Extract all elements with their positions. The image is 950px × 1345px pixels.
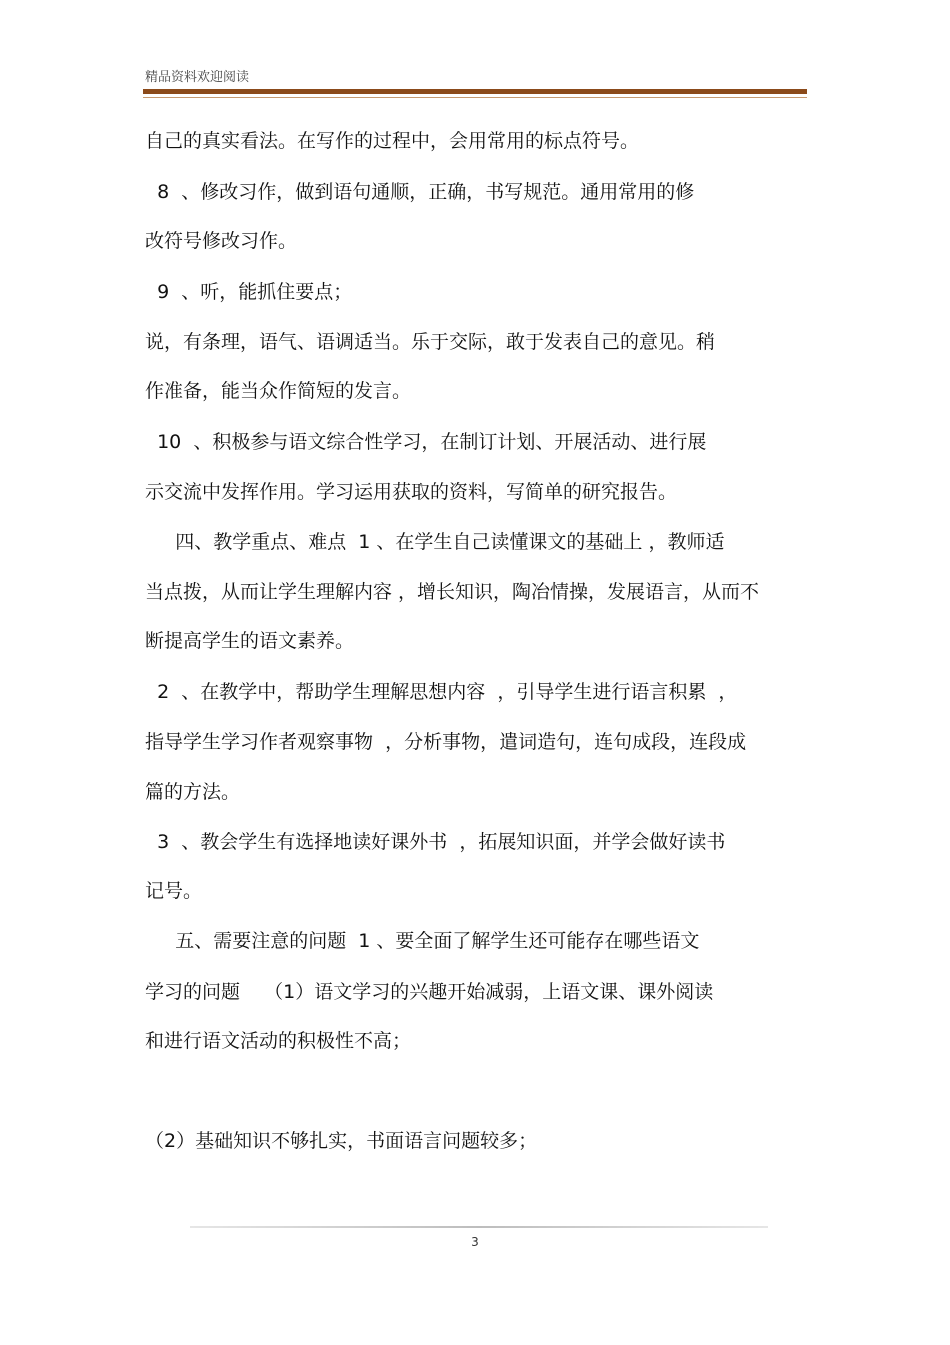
text-line: 作准备，能当众作简短的发言。 (145, 380, 412, 402)
text-line: 学习的问题 （1）语文学习的兴趣开始减弱，上语文课、课外阅读 (145, 981, 714, 1003)
page-number: 3 (471, 1235, 479, 1249)
text-line: 当点拨，从而让学生理解内容 ，增长知识，陶冶情操，发展语言，从而不 (145, 581, 760, 603)
text-line: 四、教学重点、难点 1 、在学生自己读懂课文的基础上 ，教师适 (145, 531, 725, 553)
text-line: 10 、积极参与语文综合性学习，在制订计划、开展活动、进行展 (145, 431, 707, 453)
text-line: 说，有条理，语气、语调适当。乐于交际，敢于发表自己的意见。稍 (145, 331, 716, 353)
text-line: 示交流中发挥作用。学习运用获取的资料，写简单的研究报告。 (145, 481, 678, 503)
text-line: 9 、听，能抓住要点； (145, 281, 353, 303)
text-line: 五、需要注意的问题 1 、要全面了解学生还可能存在哪些语文 (145, 930, 700, 952)
header-divider (143, 89, 807, 94)
text-line: 3 、教会学生有选择地读好课外书 ，拓展知识面，并学会做好读书 (145, 831, 726, 853)
text-line: 记号。 (145, 880, 203, 902)
header-title: 精品资料欢迎阅读 (145, 70, 250, 85)
text-line: 断提高学生的语文素养。 (145, 630, 355, 652)
text-line: 2 、在教学中，帮助学生理解思想内容 ，引导学生进行语言积累 ， (145, 681, 738, 703)
header-divider-thin (143, 97, 807, 98)
text-line: 自己的真实看法。在写作的过程中，会用常用的标点符号。 (145, 130, 640, 152)
text-line: 指导学生学习作者观察事物 ，分析事物，遣词造句，连句成段，连段成 (145, 731, 747, 753)
footer-divider (190, 1226, 768, 1228)
text-line: 改符号修改习作。 (145, 230, 298, 252)
text-line: （2）基础知识不够扎实，书面语言问题较多； (145, 1130, 538, 1152)
text-line: 篇的方法。 (145, 781, 241, 803)
text-line: 和进行语文活动的积极性不高； (145, 1030, 412, 1052)
text-line: 8 、修改习作，做到语句通顺，正确，书写规范。通用常用的修 (145, 181, 695, 203)
